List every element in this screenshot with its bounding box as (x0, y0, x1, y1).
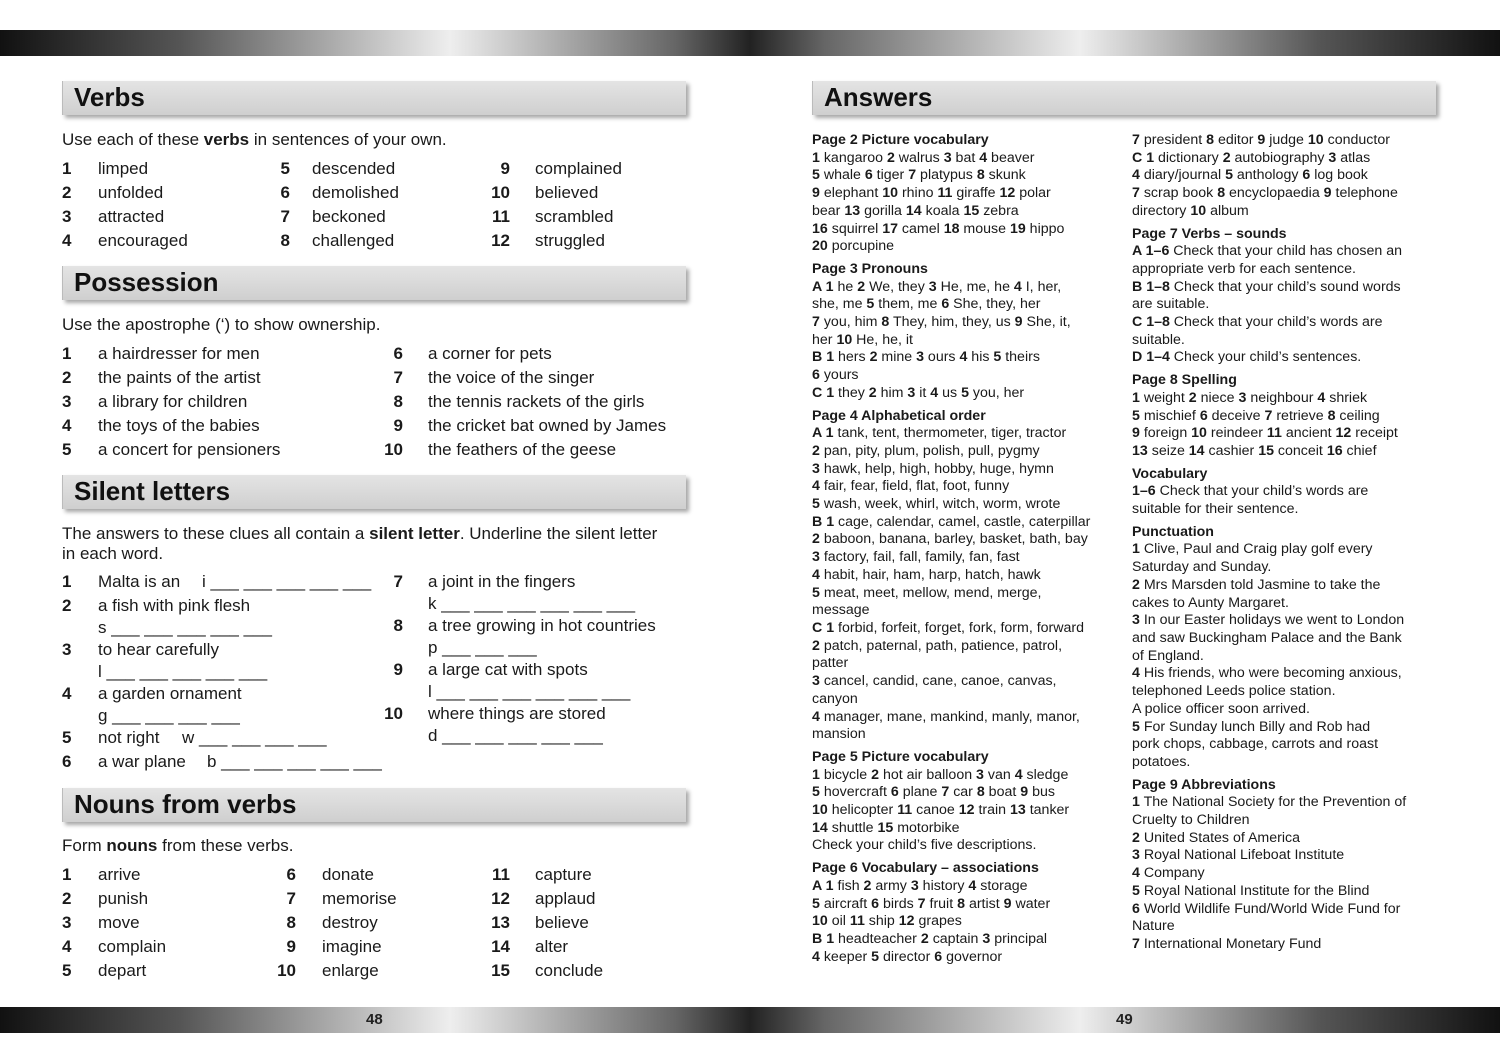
answer-line: B 1 hers 2 mine 3 ours 4 his 5 theirs (812, 349, 1040, 366)
possession-instruction: Use the apostrophe (‘) to show ownership. (62, 315, 381, 334)
answer-line: C 1 they 2 him 3 it 4 us 5 you, her (812, 384, 1025, 401)
answer-line: 5 mischief 6 deceive 7 retrieve 8 ceiling (1132, 407, 1380, 424)
answer-blanks: s ___ ___ ___ ___ ___ (98, 618, 272, 637)
answer-line: 5 Royal National Institute for the Blind (1132, 882, 1370, 899)
answer-line: 1–6 Check that your child’s words are (1132, 483, 1369, 500)
answer-blanks: i ___ ___ ___ ___ ___ (202, 572, 372, 591)
answer-line: 1 The National Society for the Prevention of (1132, 794, 1407, 811)
answer-block-title: Page 4 Alphabetical order (812, 407, 986, 424)
item-number: 6 (393, 344, 403, 363)
verbs-title: Verbs (74, 82, 145, 112)
answer-line: appropriate verb for each sentence. (1132, 260, 1356, 277)
answer-line: bear 13 gorilla 14 koala 15 zebra (812, 202, 1019, 219)
item-number: 6 (62, 752, 72, 771)
answer-line: 10 helicopter 11 canoe 12 train 13 tanker (812, 802, 1070, 819)
clue-text: to hear carefully (98, 640, 219, 659)
answer-line: 9 foreign 10 reindeer 11 ancient 12 receipt (1132, 425, 1398, 442)
item-text: scrambled (535, 207, 614, 226)
item-number: 1 (62, 344, 72, 363)
answer-line: her 10 He, he, it (812, 331, 913, 348)
item-number: 2 (62, 889, 72, 908)
item-text: the cricket bat owned by James (428, 416, 667, 435)
answer-block-title: Page 3 Pronouns (812, 260, 928, 277)
item-text: unfolded (98, 183, 164, 202)
item-text: capture (535, 865, 592, 884)
verbs-instruction: Use each of these verbs in sentences of your own. (62, 130, 447, 149)
answer-line: message (812, 602, 870, 619)
answer-line: 20 porcupine (812, 238, 895, 255)
item-text: believe (535, 913, 589, 932)
item-number: 4 (62, 684, 72, 703)
item-number: 2 (62, 368, 72, 387)
answer-line: 4 fair, fear, field, flat, foot, funny (812, 478, 1010, 495)
item-number: 5 (62, 728, 72, 747)
item-number: 10 (384, 704, 403, 723)
answer-block-title: Page 7 Verbs – sounds (1132, 225, 1287, 242)
answer-block-title: Page 8 Spelling (1132, 372, 1237, 389)
item-text: donate (322, 865, 374, 884)
answer-block-title: Punctuation (1132, 523, 1214, 540)
clue-text: Malta is an (98, 572, 181, 591)
answer-line: A 1 tank, tent, thermometer, tiger, tractor (812, 425, 1067, 442)
item-number: 9 (393, 660, 403, 679)
answer-line: 3 cancel, candid, cane, canoe, canvas, (812, 673, 1057, 690)
answer-line: C 1 forbid, forfeit, forget, fork, form, forward (812, 619, 1085, 636)
answer-blanks: w ___ ___ ___ ___ (182, 728, 327, 747)
answer-block (812, 261, 1117, 403)
item-number: 13 (491, 913, 510, 932)
answer-blanks: l ___ ___ ___ ___ ___ ___ (428, 682, 631, 701)
answer-block-title: Page 9 Abbreviations (1132, 776, 1276, 793)
answers-heading (812, 81, 1436, 115)
answers-title: Answers (824, 82, 933, 112)
item-text: alter (535, 937, 569, 956)
item-text: punish (98, 889, 149, 908)
answer-line: 5 meat, meet, mellow, mend, merge, (812, 584, 1042, 601)
answer-line: potatoes. (1132, 753, 1191, 770)
item-number: 5 (62, 440, 72, 459)
item-text: the paints of the artist (98, 368, 261, 387)
answer-line: 4 His friends, who were becoming anxious, (1132, 665, 1402, 682)
answer-blanks: g ___ ___ ___ ___ (98, 706, 240, 725)
item-number: 8 (280, 231, 290, 250)
answer-line: 5 For Sunday lunch Billy and Rob had (1132, 718, 1371, 735)
item-text: attracted (98, 207, 165, 226)
answer-line: B 1 headteacher 2 captain 3 principal (812, 930, 1048, 947)
answer-line: Saturday and Sunday. (1132, 559, 1272, 576)
item-text: a corner for pets (428, 344, 552, 363)
answer-line: 2 Mrs Marsden told Jasmine to take the (1132, 576, 1381, 593)
item-number: 10 (277, 961, 296, 980)
nouns-instruction: Form nouns from these verbs. (62, 836, 294, 855)
item-number: 8 (286, 913, 296, 932)
item-text: conclude (535, 961, 604, 980)
item-number: 9 (500, 159, 510, 178)
answers-column-2 (1132, 132, 1437, 959)
clue-text: a large cat with spots (428, 660, 588, 679)
answer-block (1132, 466, 1437, 519)
answer-line: suitable for their sentence. (1132, 501, 1299, 518)
answer-line: patter (812, 655, 849, 672)
answer-line: 2 baboon, banana, barley, basket, bath, bay (812, 531, 1088, 548)
item-number: 7 (286, 889, 296, 908)
item-text: imagine (322, 937, 382, 956)
item-number: 8 (393, 616, 403, 635)
answer-line: C 1–8 Check that your child’s words are (1132, 314, 1383, 331)
item-text: demolished (312, 183, 399, 202)
answer-line: 3 In our Easter holidays we went to London (1132, 612, 1405, 629)
answer-block (812, 132, 1117, 256)
clue-text: a garden ornament (98, 684, 242, 703)
answer-line: 4 Company (1132, 865, 1205, 882)
answer-line: 3 hawk, help, high, hobby, huge, hymn (812, 460, 1054, 477)
answer-block (1132, 372, 1437, 461)
item-text: applaud (535, 889, 596, 908)
answer-line: A 1–6 Check that your child has chosen an (1132, 243, 1402, 260)
answer-line: 1 kangaroo 2 walrus 3 bat 4 beaver (812, 149, 1035, 166)
answer-line: 4 manager, mane, mankind, manly, manor, (812, 708, 1080, 725)
answer-block-title: Page 6 Vocabulary – associations (812, 860, 1039, 877)
answer-line: of England. (1132, 647, 1204, 664)
item-text: limped (98, 159, 149, 178)
clue-text: a war plane (98, 752, 186, 771)
answer-line: 10 oil 11 ship 12 grapes (812, 913, 962, 930)
answer-block (812, 408, 1117, 744)
item-text: beckoned (312, 207, 386, 226)
clue-text: a fish with pink flesh (98, 596, 251, 615)
answer-line: 4 keeper 5 director 6 governor (812, 948, 1003, 965)
silent-letters-heading (62, 475, 686, 509)
item-number: 7 (393, 572, 403, 591)
item-text: the toys of the babies (98, 416, 260, 435)
item-text: the tennis rackets of the girls (428, 392, 645, 411)
answer-line: 7 you, him 8 They, him, they, us 9 She, it, (812, 314, 1071, 331)
answer-line: 7 scrap book 8 encyclopaedia 9 telephone (1132, 185, 1398, 202)
answer-line: 4 habit, hair, ham, harp, hatch, hawk (812, 566, 1041, 583)
item-text: encouraged (98, 231, 188, 250)
answer-line: 5 aircraft 6 birds 7 fruit 8 artist 9 water (812, 895, 1051, 912)
item-number: 8 (393, 392, 403, 411)
answer-line: pork chops, cabbage, carrots and roast (1132, 736, 1379, 753)
item-number: 1 (62, 159, 72, 178)
item-number: 3 (62, 913, 72, 932)
item-number: 10 (491, 183, 510, 202)
page-number-right: 49 (1116, 1011, 1133, 1028)
answer-line: 5 hovercraft 6 plane 7 car 8 boat 9 bus (812, 784, 1055, 801)
item-number: 2 (62, 183, 72, 202)
item-number: 2 (62, 596, 72, 615)
verbs-heading (62, 81, 686, 115)
item-number: 9 (393, 416, 403, 435)
answer-line: telephoned Leeds police station. (1132, 683, 1336, 700)
item-text: struggled (535, 231, 605, 250)
item-text: the feathers of the geese (428, 440, 617, 459)
clue-text: where things are stored (428, 704, 606, 723)
item-number: 11 (492, 865, 510, 884)
answer-blanks: l ___ ___ ___ ___ ___ (98, 662, 268, 681)
answer-line: 1 bicycle 2 hot air balloon 3 van 4 sledge (812, 766, 1069, 783)
item-number: 3 (62, 207, 72, 226)
item-number: 9 (286, 937, 296, 956)
answer-blanks: b ___ ___ ___ ___ ___ (207, 752, 382, 771)
answer-line: Nature (1132, 918, 1175, 935)
answer-line: Check your child’s five descriptions. (812, 837, 1037, 854)
answer-line: 13 seize 14 cashier 15 conceit 16 chief (1132, 442, 1377, 459)
item-number: 12 (491, 231, 510, 250)
answer-line: 4 diary/journal 5 anthology 6 log book (1132, 167, 1368, 184)
answer-block-title: Page 2 Picture vocabulary (812, 132, 989, 148)
item-text: a concert for pensioners (98, 440, 281, 459)
item-text: a hairdresser for men (98, 344, 260, 363)
item-number: 1 (62, 572, 72, 591)
item-text: a library for children (98, 392, 248, 411)
item-text: descended (312, 159, 396, 178)
answer-blanks: d ___ ___ ___ ___ ___ (428, 726, 603, 745)
item-number: 4 (62, 416, 72, 435)
answer-line: D 1–4 Check your child’s sentences. (1132, 349, 1362, 366)
item-number: 7 (280, 207, 290, 226)
answer-line: 3 factory, fail, fall, family, fan, fast (812, 549, 1020, 566)
answer-block (1132, 777, 1437, 954)
silent-letters-title: Silent letters (74, 476, 231, 506)
item-text: arrive (98, 865, 141, 884)
answer-line: 3 Royal National Lifeboat Institute (1132, 847, 1345, 864)
answer-line: 2 United States of America (1132, 829, 1300, 846)
answer-block-title: Page 5 Picture vocabulary (812, 748, 989, 765)
item-number: 5 (62, 961, 72, 980)
answer-line: suitable. (1132, 331, 1185, 348)
answer-line: C 1 dictionary 2 autobiography 3 atlas (1132, 149, 1371, 166)
item-text: move (98, 913, 140, 932)
page-number-left: 48 (366, 1011, 383, 1028)
answer-line: 14 shuttle 15 motorbike (812, 819, 960, 836)
item-number: 4 (62, 231, 72, 250)
item-number: 6 (286, 865, 296, 884)
item-number: 14 (491, 937, 510, 956)
item-number: 4 (62, 937, 72, 956)
answer-line: 2 pan, pity, plum, polish, pull, pygmy (812, 442, 1040, 459)
item-number: 3 (62, 392, 72, 411)
answer-line: directory 10 album (1132, 202, 1249, 219)
answer-line: A police officer soon arrived. (1132, 700, 1310, 717)
item-text: challenged (312, 231, 395, 250)
answers-column-1 (812, 132, 1117, 971)
answer-line: 6 World Wildlife Fund/World Wide Fund for (1132, 900, 1401, 917)
answer-block (1132, 132, 1437, 221)
answer-line: B 1–8 Check that your child’s sound words (1132, 278, 1401, 295)
nouns-title: Nouns from verbs (74, 789, 297, 819)
item-number: 1 (62, 865, 72, 884)
item-text: depart (98, 961, 147, 980)
clue-text: not right (98, 728, 160, 747)
item-number: 5 (280, 159, 290, 178)
item-text: memorise (322, 889, 397, 908)
item-number: 12 (491, 889, 510, 908)
answer-line: A 1 he 2 We, they 3 He, me, he 4 I, her, (812, 278, 1062, 295)
item-text: the voice of the singer (428, 368, 595, 387)
answer-line: 6 yours (812, 367, 859, 384)
answer-line: 1 weight 2 niece 3 neighbour 4 shriek (1132, 389, 1368, 406)
answer-block (1132, 226, 1437, 368)
nouns-heading (62, 788, 686, 822)
answer-line: 5 whale 6 tiger 7 platypus 8 skunk (812, 167, 1026, 184)
answer-line: 5 wash, week, whirl, witch, worm, wrote (812, 496, 1061, 513)
item-text: complain (98, 937, 167, 956)
answer-block (1132, 524, 1437, 772)
answer-blanks: k ___ ___ ___ ___ ___ ___ (428, 594, 636, 613)
answer-line: Cruelty to Children (1132, 812, 1250, 829)
item-number: 3 (62, 640, 72, 659)
item-text: complained (535, 159, 622, 178)
silent-letters-instruction: The answers to these clues all contain a silent letter. Underline the silent letter in each word. (62, 524, 658, 563)
answer-line: cakes to Aunty Margaret. (1132, 594, 1289, 611)
answer-line: 9 elephant 10 rhino 11 giraffe 12 polar (812, 185, 1051, 202)
bottom-decorative-bar (0, 1007, 1500, 1033)
item-text: believed (535, 183, 599, 202)
clue-text: a tree growing in hot countries (428, 616, 656, 635)
answer-line: 1 Clive, Paul and Craig play golf every (1132, 541, 1373, 558)
answer-blanks: p ___ ___ ___ (428, 638, 537, 657)
clue-text: a joint in the fingers (428, 572, 576, 591)
possession-title: Possession (74, 267, 219, 297)
item-number: 7 (393, 368, 403, 387)
answer-line: she, me 5 them, me 6 She, they, her (812, 296, 1041, 313)
answer-block-title: Vocabulary (1132, 465, 1208, 482)
top-decorative-bar (0, 30, 1500, 56)
item-number: 10 (384, 440, 403, 459)
answer-line: 7 president 8 editor 9 judge 10 conductor (1132, 132, 1390, 148)
answer-block (812, 860, 1117, 966)
answer-line: 16 squirrel 17 camel 18 mouse 19 hippo (812, 220, 1065, 237)
answer-line: 2 patch, paternal, path, patience, patrol, (812, 637, 1063, 654)
answer-line: canyon (812, 690, 858, 707)
answer-line: 7 International Monetary Fund (1132, 935, 1322, 952)
item-number: 11 (492, 207, 510, 226)
answer-line: mansion (812, 726, 866, 743)
possession-heading (62, 266, 686, 300)
item-number: 15 (491, 961, 510, 980)
answer-line: and saw Buckingham Palace and the Bank (1132, 629, 1402, 646)
item-number: 6 (280, 183, 290, 202)
answer-line: B 1 cage, calendar, camel, castle, caterpillar (812, 513, 1091, 530)
answer-line: A 1 fish 2 army 3 history 4 storage (812, 877, 1028, 894)
answer-line: are suitable. (1132, 296, 1210, 313)
answer-block (812, 749, 1117, 855)
item-text: destroy (322, 913, 378, 932)
item-text: enlarge (322, 961, 379, 980)
